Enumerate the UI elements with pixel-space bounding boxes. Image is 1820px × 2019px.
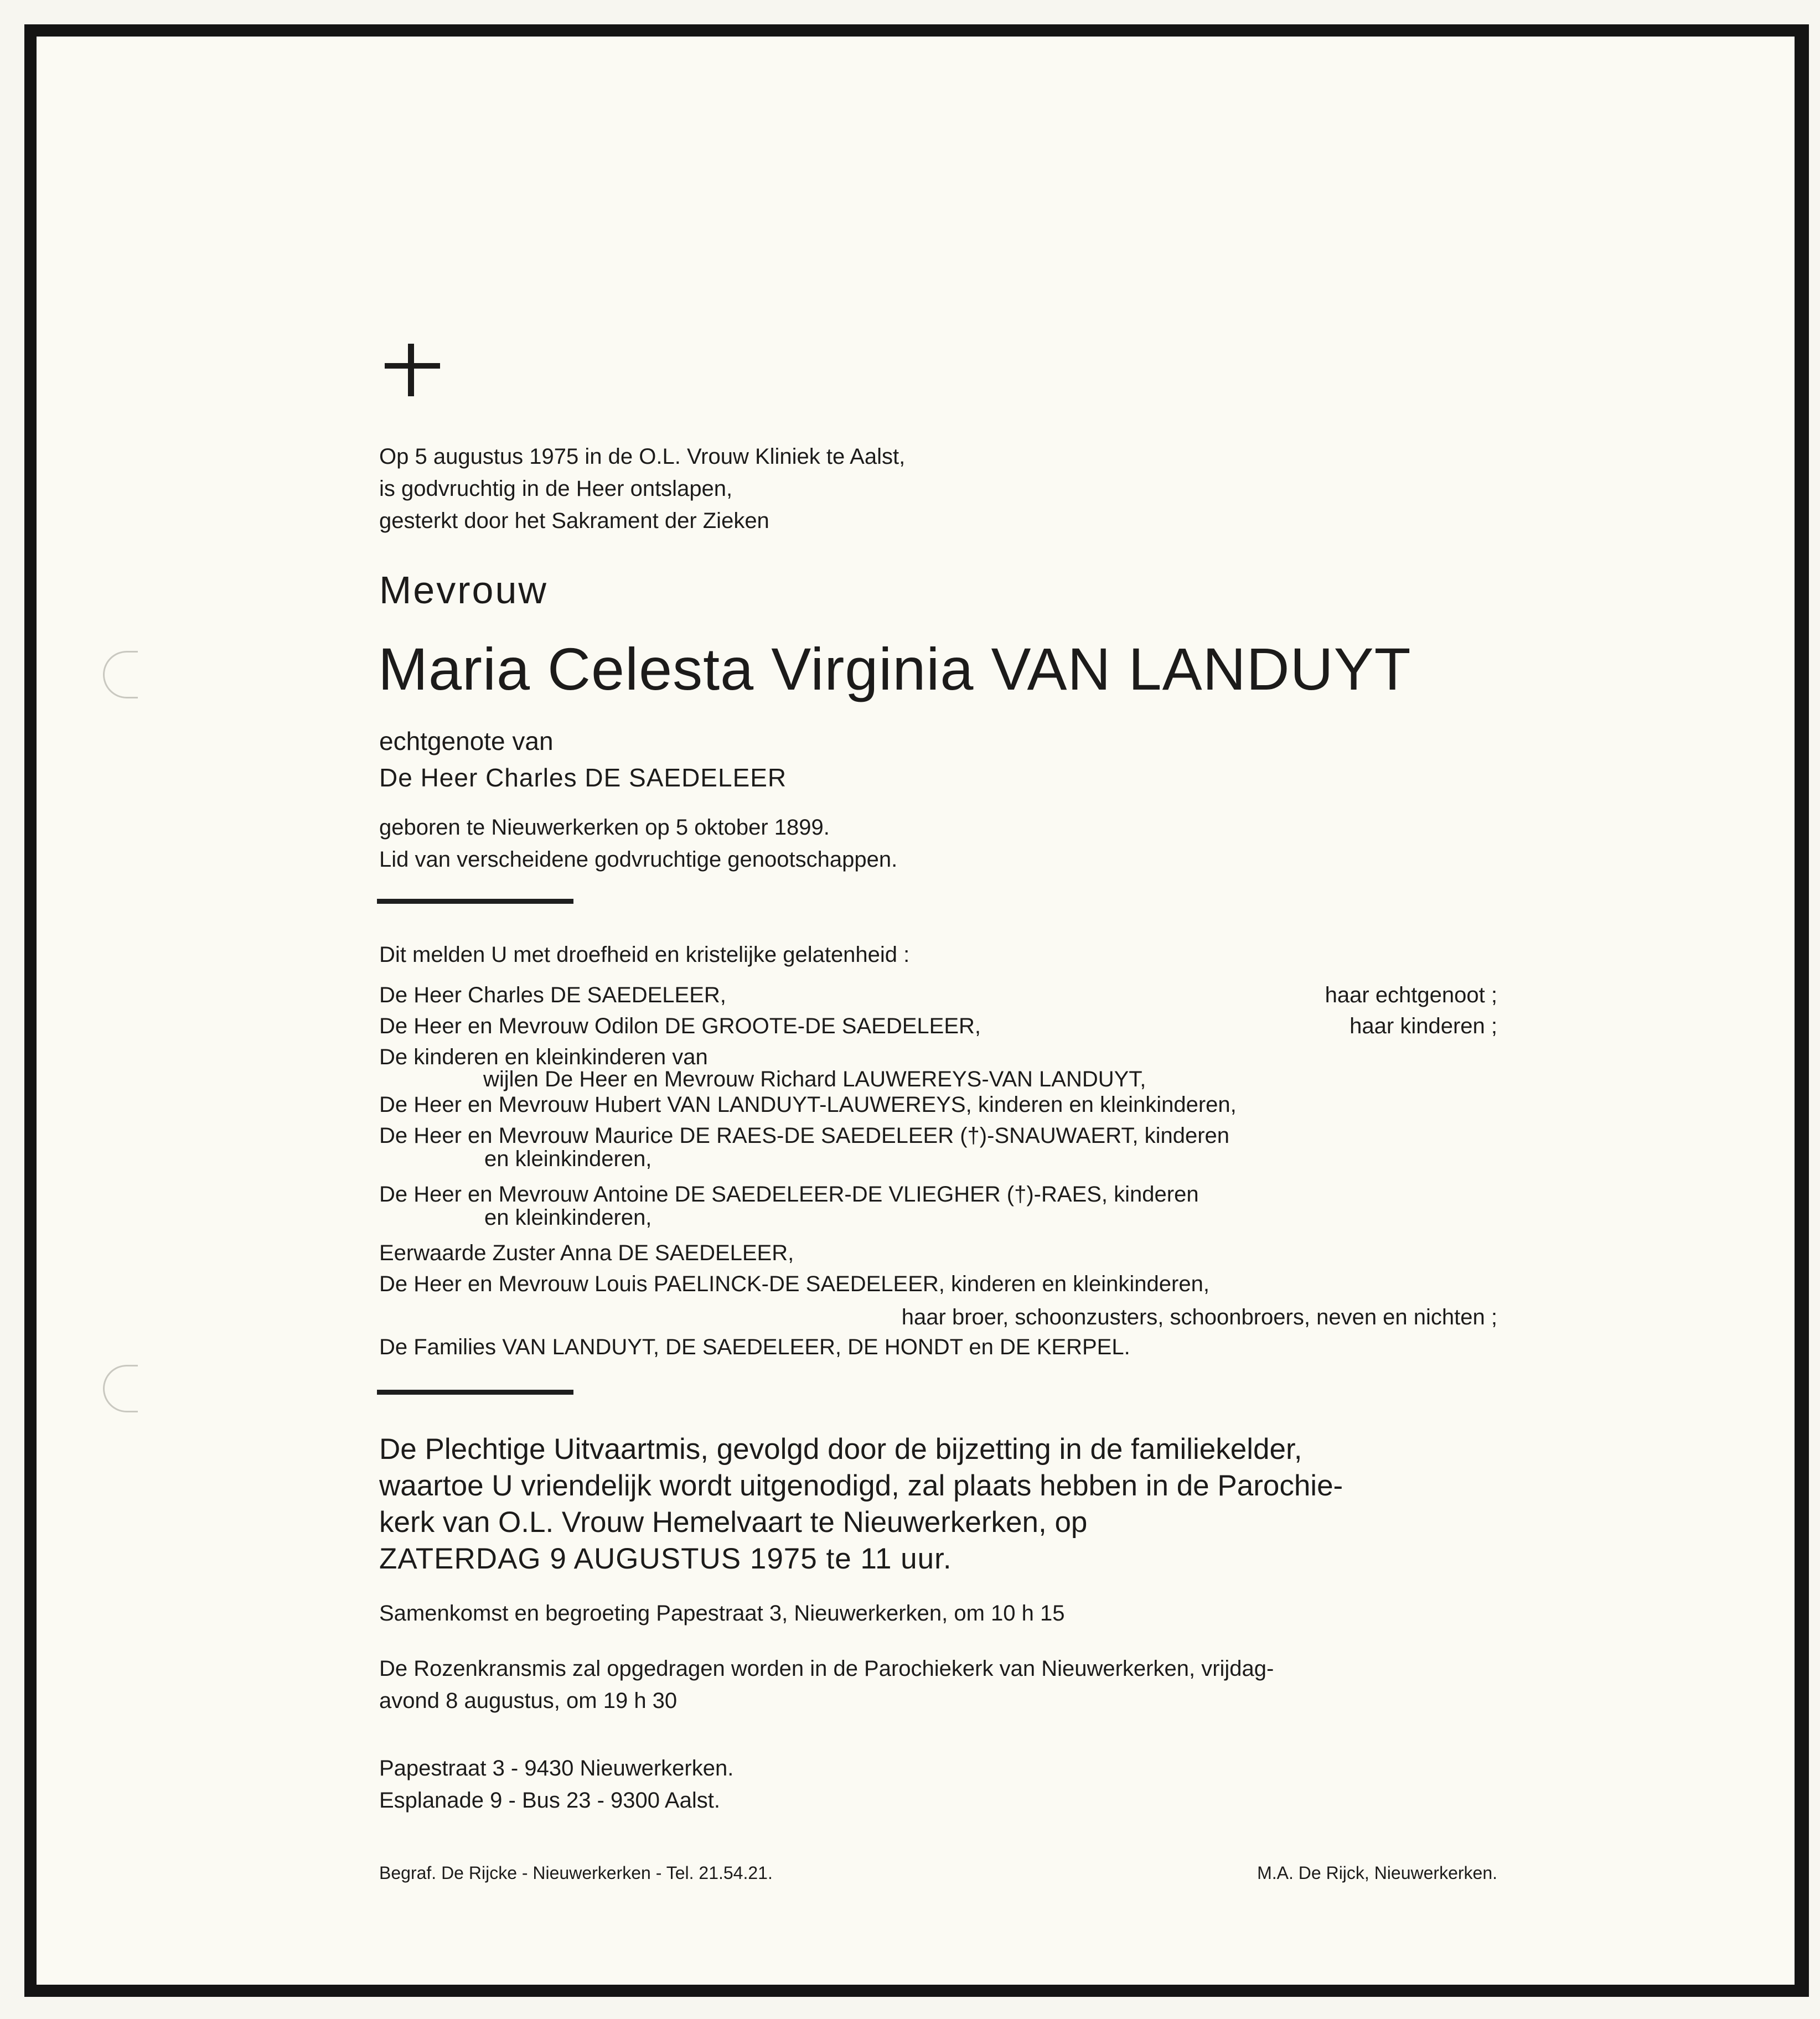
family-relation: haar echtgenoot ; (1325, 983, 1497, 1007)
family-name: en kleinkinderen, (484, 1205, 652, 1230)
family-relation: haar broer, schoonzusters, schoonbroers, neven en nichten ; (901, 1305, 1497, 1329)
family-name: De Heer en Mevrouw Odilon DE GROOTE-DE SAEDELEER, (379, 1014, 981, 1038)
addresses (379, 1752, 733, 1816)
funeral-line: ZATERDAG 9 AUGUSTUS 1975 te 11 uur. (379, 1542, 952, 1575)
family-name: Eerwaarde Zuster Anna DE SAEDELEER, (379, 1241, 794, 1265)
family-name: De Heer en Mevrouw Hubert VAN LANDUYT-LAUWEREYS, kinderen en kleinkinderen, (379, 1093, 1237, 1117)
divider (377, 899, 573, 904)
birth-line: geboren te Nieuwerkerken op 5 oktober 1899. (379, 815, 830, 840)
family-row (379, 1014, 1497, 1045)
family-name: en kleinkinderen, (484, 1147, 652, 1171)
rosary-block (379, 1653, 1274, 1717)
family-row (379, 1272, 1497, 1303)
intro-block (379, 441, 905, 537)
family-row (379, 1241, 1497, 1272)
title: Mevrouw (379, 568, 548, 612)
funeral-line: kerk van O.L. Vrouw Hemelvaart te Nieuwerkerken, op (379, 1506, 1088, 1539)
punch-hole-top (103, 651, 138, 698)
birth-block (379, 811, 897, 876)
address-line: Papestraat 3 - 9430 Nieuwerkerken. (379, 1756, 734, 1780)
intro-line: Op 5 augustus 1975 in de O.L. Vrouw Kliniek te Aalst, (379, 444, 906, 469)
family-row (379, 1147, 1497, 1178)
memorial-card (24, 24, 1809, 1997)
family-name: De Heer en Mevrouw Maurice DE RAES-DE SAEDELEER (†)-SNAUWAERT, kinderen (379, 1124, 1230, 1148)
intro-line: gesterkt door het Sakrament der Zieken (379, 509, 769, 533)
family-row (379, 1205, 1497, 1236)
divider (377, 1390, 573, 1395)
address-line: Esplanade 9 - Bus 23 - 9300 Aalst. (379, 1788, 720, 1813)
birth-line: Lid van verscheidene godvruchtige genootschappen. (379, 847, 898, 872)
family-row (379, 983, 1497, 1014)
family-name: De Families VAN LANDUYT, DE SAEDELEER, DE HONDT en DE KERPEL. (379, 1335, 1130, 1359)
family-name: De Heer en Mevrouw Louis PAELINCK-DE SAEDELEER, kinderen en kleinkinderen, (379, 1272, 1209, 1296)
intro-line: is godvruchtig in de Heer ontslapen, (379, 477, 733, 501)
family-row (379, 1335, 1497, 1366)
rosary-line: avond 8 augustus, om 19 h 30 (379, 1689, 678, 1713)
funeral-line: De Plechtige Uitvaartmis, gevolgd door de bijzetting in de familiekelder, (379, 1433, 1302, 1466)
family-name: wijlen De Heer en Mevrouw Richard LAUWEREYS-VAN LANDUYT, (483, 1067, 1146, 1091)
cross-icon (385, 341, 440, 396)
punch-hole-bottom (103, 1365, 138, 1412)
family-relation: haar kinderen ; (1350, 1014, 1497, 1038)
family-row (379, 1093, 1497, 1124)
meeting: Samenkomst en begroeting Papestraat 3, Nieuwerkerken, om 10 h 15 (379, 1601, 1065, 1625)
family-name: De Heer Charles DE SAEDELEER, (379, 983, 726, 1007)
family-list (379, 983, 1497, 1404)
funeral-block (379, 1431, 1343, 1577)
spouse-name: De Heer Charles DE SAEDELEER (379, 763, 787, 792)
announce-intro: Dit melden U met droefheid en kristelijke gelatenheid : (379, 943, 910, 967)
footer-right: M.A. De Rijck, Nieuwerkerken. (1257, 1863, 1497, 1883)
spouse-label: echtgenote van (379, 727, 554, 755)
funeral-line: waartoe U vriendelijk wordt uitgenodigd, zal plaats hebben in de Parochie- (379, 1469, 1343, 1502)
family-row (379, 1305, 1497, 1336)
spouse-block (379, 723, 787, 796)
footer-left: Begraf. De Rijcke - Nieuwerkerken - Tel. 21.54.21. (379, 1863, 773, 1883)
deceased-name: Maria Celesta Virginia VAN LANDUYT (378, 635, 1411, 702)
family-name: De Heer en Mevrouw Antoine DE SAEDELEER-DE VLIEGHER (†)-RAES, kinderen (379, 1182, 1199, 1207)
rosary-line: De Rozenkransmis zal opgedragen worden in de Parochiekerk van Nieuwerkerken, vrijdag- (379, 1656, 1274, 1681)
family-name: De kinderen en kleinkinderen van (379, 1045, 708, 1069)
